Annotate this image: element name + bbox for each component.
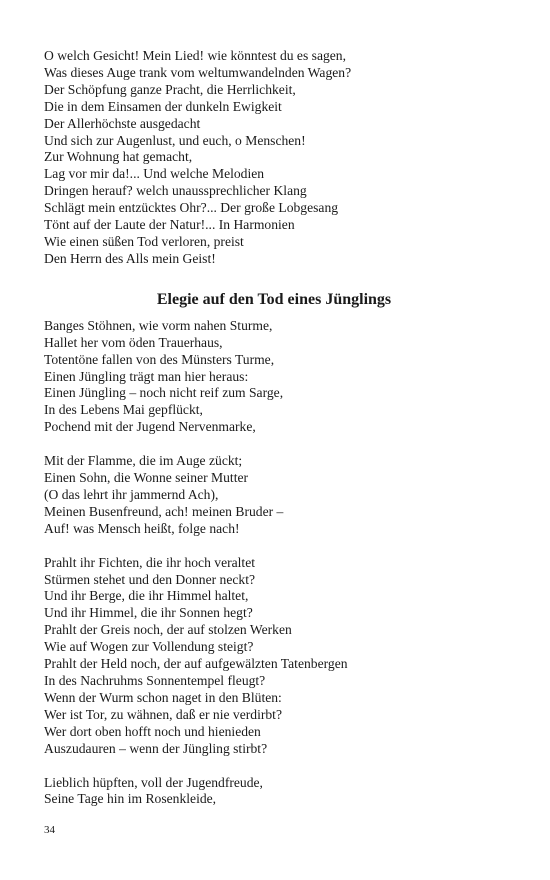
- verse-line: Zur Wohnung hat gemacht,: [44, 149, 193, 165]
- page-body: [44, 48, 514, 808]
- stanza-1: [44, 318, 514, 436]
- verse-line: Totentöne fallen von des Münsters Turme,: [44, 351, 275, 367]
- verse-line: Wie einen süßen Tod verloren, preist: [44, 233, 244, 249]
- verse-line: Was dieses Auge trank vom weltumwandelnden Wagen?: [44, 64, 352, 80]
- stanza-4: [44, 775, 514, 809]
- verse-line: (O das lehrt ihr jammernd Ach),: [44, 486, 219, 502]
- verse-line: Der Schöpfung ganze Pracht, die Herrlichkeit,: [44, 81, 296, 97]
- verse-line: Wenn der Wurm schon naget in den Blüten:: [44, 689, 282, 705]
- verse-line: Tönt auf der Laute der Natur!... In Harmonien: [44, 217, 295, 233]
- verse-line: Prahlt der Greis noch, der auf stolzen Werken: [44, 622, 292, 638]
- verse-line: Und ihr Himmel, die ihr Sonnen hegt?: [44, 605, 253, 621]
- verse-line: Pochend mit der Jugend Nervenmarke,: [44, 419, 256, 435]
- poem-title: Elegie auf den Tod eines Jünglings: [156, 290, 392, 308]
- verse-line: Prahlt ihr Fichten, die ihr hoch veraltet: [44, 554, 256, 570]
- stanza-break: [44, 436, 514, 453]
- verse-line: Stürmen stehet und den Donner neckt?: [44, 571, 256, 587]
- verse-line: Wie auf Wogen zur Vollendung steigt?: [44, 639, 254, 655]
- verse-line: Einen Sohn, die Wonne seiner Mutter: [44, 470, 249, 486]
- verse-line: Wer dort oben hofft noch und hienieden: [44, 723, 261, 739]
- verse-line: Meinen Busenfreund, ach! meinen Bruder –: [44, 503, 284, 519]
- verse-line: O welch Gesicht! Mein Lied! wie könntest du es sagen,: [44, 48, 347, 63]
- stanza-2: [44, 453, 514, 538]
- page-number: 34: [44, 824, 55, 836]
- verse-line: Dringen herauf? welch unaussprechlicher Klang: [44, 183, 307, 199]
- stanza-break: [44, 538, 514, 555]
- stanza-break: [44, 758, 514, 775]
- verse-line: Schlägt mein entzücktes Ohr?... Der große Lobgesang: [44, 200, 339, 216]
- verse-line: Seine Tage hin im Rosenkleide,: [44, 791, 217, 807]
- verse-line: Hallet her vom öden Trauerhaus,: [44, 334, 223, 350]
- verse-line: Banges Stöhnen, wie vorm nahen Sturme,: [44, 317, 273, 333]
- verse-line: Der Allerhöchste ausgedacht: [44, 115, 201, 131]
- stanza-3: [44, 555, 514, 758]
- intro-verse: [44, 48, 514, 268]
- verse-line: Den Herrn des Alls mein Geist!: [44, 250, 216, 266]
- verse-line: Die in dem Einsamen der dunkeln Ewigkeit: [44, 98, 282, 114]
- verse-line: Wer ist Tor, zu wähnen, daß er nie verdirbt?: [44, 706, 282, 722]
- verse-line: Lieblich hüpften, voll der Jugendfreude,: [44, 774, 263, 790]
- verse-line: Auszudauren – wenn der Jüngling stirbt?: [44, 740, 268, 756]
- verse-line: Mit der Flamme, die im Auge zückt;: [44, 453, 243, 469]
- verse-line: Und sich zur Augenlust, und euch, o Menschen!: [44, 132, 306, 148]
- verse-line: Auf! was Mensch heißt, folge nach!: [44, 520, 240, 536]
- verse-line: Einen Jüngling – noch nicht reif zum Sarge,: [44, 385, 284, 401]
- verse-line: In des Lebens Mai gepflückt,: [44, 402, 203, 418]
- verse-line: Prahlt der Held noch, der auf aufgewälzten Tatenbergen: [44, 656, 348, 672]
- verse-line: Und ihr Berge, die ihr Himmel haltet,: [44, 588, 249, 604]
- verse-line: Einen Jüngling trägt man hier heraus:: [44, 368, 249, 384]
- verse-line: In des Nachruhms Sonnentempel fleugt?: [44, 673, 266, 688]
- verse-line: Lag vor mir da!... Und welche Melodien: [44, 166, 265, 182]
